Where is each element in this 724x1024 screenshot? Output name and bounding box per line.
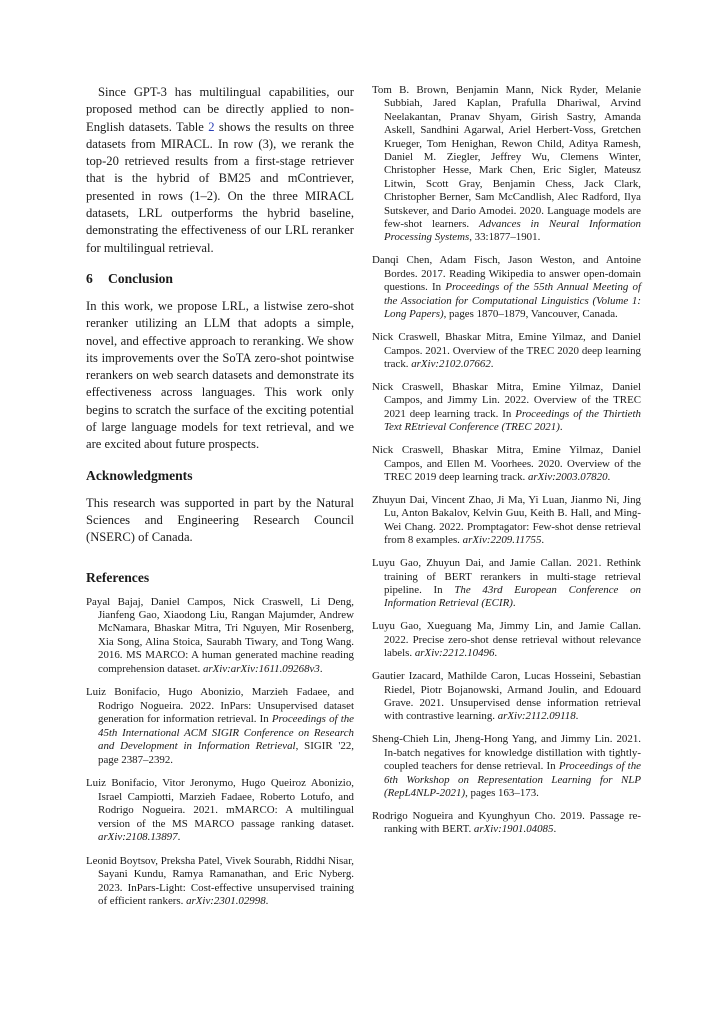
reference-text: Nick Craswell, Bhaskar Mitra, Emine Yilmaz, and Daniel Campos. 2021. Overview of the TREC 2020 deep learning track. xyxy=(372,331,641,370)
reference-text: Nick Craswell, Bhaskar Mitra, Emine Yilmaz, Daniel Campos, and Ellen M. Voorhees. 2020. Overview of the TREC 2019 deep learning track. xyxy=(372,444,641,483)
table-2-link[interactable]: 2 xyxy=(208,119,215,134)
reference-entry xyxy=(372,620,641,660)
conclusion-paragraph: In this work, we propose LRL, a listwise zero-shot reranker utilizing an LLM that adopts a simple, novel, and effective approach to reranking. We show its improvements over the SoTA zero-shot pointwise rerankers on web search datasets and demonstrate its effectiveness across languages. This work only begins to scratch the surface of the exciting potential of large language models for text retrieval, and we are excited about future prospects. xyxy=(86,298,354,452)
reference-text: Leonid Boytsov, Preksha Patel, Vivek Sourabh, Riddhi Nisar, Sayani Kundu, Ramya Ramanathan, and Eric Nyberg. 2023. InPars-Light: Cost-effective unsupervised training of efficient rankers. xyxy=(86,854,354,908)
reference-suffix: . xyxy=(575,710,579,723)
multilingual-text-b: shows the results on three datasets from MIRACL. In row (3), we rerank the top-20 retrieved results from a first-stage retriever that is the hybrid of BM25 and mContriever, presented in rows (1–2). On the three MIRACL datasets, LRL outperforms the hybrid baseline, demonstrating the effectiveness of our LRL reranker for multilingual retrieval. xyxy=(86,119,354,255)
reference-suffix: , pages 1870–1879, Vancouver, Canada. xyxy=(443,308,618,321)
reference-text: Payal Bajaj, Daniel Campos, Nick Craswell, Li Deng, Jianfeng Gao, Xiaodong Liu, Rangan Majumder, Andrew McNamara, Bhaskar Mitra, Tri Nguyen, Mir Rosenberg, Xia Song, Alina Stoica, Saurabh Tiwary, and Tong Wang. 2016. MS MARCO: A human generated machine reading comprehension dataset. xyxy=(86,595,354,675)
reference-text: Nick Craswell, Bhaskar Mitra, Emine Yilmaz, Daniel Campos, and Jimmy Lin. 2022. Overview of the TREC 2021 deep learning track. In xyxy=(372,380,641,420)
reference-suffix: , SIGIR '22, page 2387–2392. xyxy=(98,740,354,766)
reference-text: Gautier Izacard, Mathilde Caron, Lucas Hosseini, Sebastian Riedel, Piotr Bojanowski, Armand Joulin, and Edouard Grave. 2021. Unsupervised dense information retrieval with contrastive learning. xyxy=(372,670,641,723)
reference-suffix: . xyxy=(607,470,611,483)
reference-entry xyxy=(372,331,641,371)
reference-text: Zhuyun Dai, Vincent Zhao, Ji Ma, Yi Luan, Jianmo Ni, Jing Lu, Anton Bakalov, Kelvin Guu, Keith B. Hall, and Ming-Wei Chang. 2022. Promptagator: Few-shot dense retrieval from 8 examples. xyxy=(372,493,641,547)
reference-text: Rodrigo Nogueira and Kyunghyun Cho. 2019. Passage re-ranking with BERT. xyxy=(372,810,641,836)
reference-venue: arXiv:2102.07662 xyxy=(411,357,491,370)
reference-suffix: . xyxy=(553,823,557,836)
reference-entry xyxy=(86,596,354,676)
reference-entry xyxy=(86,686,354,766)
reference-suffix: . xyxy=(319,662,323,675)
reference-venue: arXiv:arXiv:1611.09268v3 xyxy=(202,662,320,675)
conclusion-number: 6 xyxy=(86,270,93,286)
reference-suffix: . xyxy=(494,647,498,660)
reference-venue: Proceedings of the 55th Annual Meeting of the Association for Computational Linguistics (Volume 1: Long Papers) xyxy=(384,281,641,321)
reference-text: Luiz Bonifacio, Hugo Abonizio, Marzieh Fadaee, and Rodrigo Nogueira. 2022. InPars: Unsupervised dataset generation for information retrieval. In xyxy=(86,686,354,726)
right-column xyxy=(372,84,641,837)
reference-suffix: , 33:1877–1901. xyxy=(469,231,541,244)
reference-entry xyxy=(372,733,641,800)
reference-entry xyxy=(372,254,641,321)
reference-suffix: , pages 163–173. xyxy=(465,787,539,800)
reference-text: Sheng-Chieh Lin, Jheng-Hong Yang, and Jimmy Lin. 2021. In-batch negatives for knowledge distillation with tightly-coupled teachers for dense retrieval. In xyxy=(372,733,641,773)
conclusion-title: Conclusion xyxy=(108,270,173,286)
reference-text: Luyu Gao, Zhuyun Dai, and Jamie Callan. 2021. Rethink training of BERT rerankers in multi-stage retrieval pipeline. In xyxy=(372,557,641,596)
reference-venue: Advances in Neural Information Processing Systems xyxy=(384,218,641,244)
reference-entry xyxy=(372,84,641,245)
reference-suffix: . xyxy=(265,895,269,908)
left-column xyxy=(86,84,354,909)
reference-entry xyxy=(372,810,641,837)
acknowledgments-paragraph: This research was supported in part by the Natural Sciences and Engineering Research Council (NSERC) of Canada. xyxy=(86,495,354,545)
reference-suffix: . xyxy=(559,421,563,434)
reference-suffix: . xyxy=(512,597,516,610)
reference-venue: arXiv:2212.10496 xyxy=(414,647,495,660)
reference-venue: arXiv:1901.04085 xyxy=(473,823,554,836)
reference-venue: arXiv:2003.07820 xyxy=(527,470,608,483)
reference-entry xyxy=(372,557,641,611)
references-list-left xyxy=(86,596,354,909)
reference-text: Luiz Bonifacio, Vitor Jeronymo, Hugo Queiroz Abonizio, Israel Campiotti, Marzieh Fadaee, Roberto Lotufo, and Rodrigo Nogueira. 2021. mMARCO: A multilingual version of the MS MARCO passage ranking dataset. xyxy=(86,777,354,830)
reference-entry xyxy=(86,777,354,844)
reference-suffix: . xyxy=(490,357,494,370)
reference-text: Danqi Chen, Adam Fisch, Jason Weston, and Antoine Bordes. 2017. Reading Wikipedia to answer open-domain questions. In xyxy=(372,254,641,294)
multilingual-text-a: Since GPT-3 has multilingual capabilities, our proposed method can be directly applied to non-English datasets. Table xyxy=(86,85,354,134)
references-heading: References xyxy=(86,569,150,585)
reference-venue: arXiv:2108.13897 xyxy=(98,831,178,844)
reference-text: Luyu Gao, Xueguang Ma, Jimmy Lin, and Jamie Callan. 2022. Precise zero-shot dense retrieval without relevance labels. xyxy=(372,620,641,660)
reference-venue: Proceedings of the 6th Workshop on Representation Learning for NLP (RepL4NLP-2021) xyxy=(384,760,641,800)
reference-venue: arXiv:2112.09118 xyxy=(497,710,576,723)
multilingual-paragraph xyxy=(86,84,354,257)
reference-suffix: . xyxy=(177,831,181,844)
reference-entry xyxy=(372,444,641,484)
reference-venue: arXiv:2301.02998 xyxy=(186,895,266,908)
conclusion-heading xyxy=(86,270,354,288)
reference-text: Tom B. Brown, Benjamin Mann, Nick Ryder, Melanie Subbiah, Jared Kaplan, Prafulla Dhariwal, Arvind Neelakantan, Pranav Shyam, Girish Sastry, Amanda Askell, Sandhini Agarwal, Ariel Herbert-Voss, Gretchen Krueger, Tom Henighan, Rewon Child, Aditya Ramesh, Daniel M. Ziegler, Jeffrey Wu, Clemens Winter, Christopher Hesse, Mark Chen, Eric Sigler, Mateusz Litwin, Scott Gray, Benjamin Chess, Jack Clark, Christopher Berner, Sam McCandlish, Alec Radford, Ilya Sutskever, and Dario Amodei. 2020. Language models are few-shot learners. xyxy=(372,84,641,231)
reference-venue: arXiv:2209.11755 xyxy=(462,534,542,547)
reference-entry xyxy=(372,381,641,435)
reference-suffix: . xyxy=(541,534,545,547)
reference-entry xyxy=(86,855,354,909)
reference-venue: Proceedings of the 45th International ACM SIGIR Conference on Research and Development in Information Retrieval xyxy=(98,713,354,753)
reference-venue: The 43rd European Conference on Information Retrieval (ECIR) xyxy=(384,583,641,610)
reference-entry xyxy=(372,494,641,548)
reference-entry xyxy=(372,670,641,724)
reference-venue: Proceedings of the Thirtieth Text REtrieval Conference (TREC 2021) xyxy=(384,407,641,434)
acknowledgments-heading: Acknowledgments xyxy=(86,467,193,483)
references-list-right xyxy=(372,84,641,837)
